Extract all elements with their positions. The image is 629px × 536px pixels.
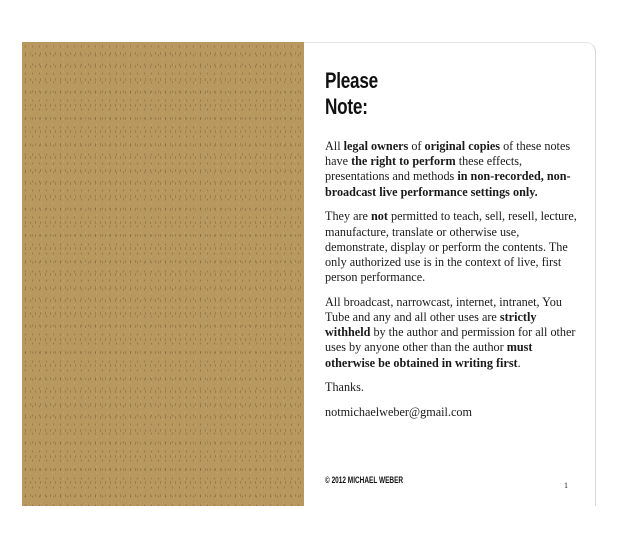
- broadcast-paragraph: [325, 295, 577, 371]
- restrictions-paragraph: [325, 209, 577, 285]
- rights-paragraph: [325, 139, 577, 200]
- text-run: by the author and permission for all other uses by anyone other than the author: [325, 325, 576, 355]
- text-run: All broadcast, narrowcast, internet, intranet, You Tube and any and all other uses are: [325, 294, 562, 325]
- bold-run: original copies: [424, 139, 501, 153]
- text-run: .: [517, 355, 521, 370]
- text-run: permitted to teach, sell, resell, lecture, manufacture, translate or otherwise use, demonstrate, display or perform the contents. The only authorized use is in the context of live, first person performance.: [325, 209, 577, 285]
- bold-run: strictly withheld: [325, 310, 537, 340]
- page-number: 1: [564, 481, 568, 490]
- text-run: of: [408, 139, 425, 153]
- contact-email: notmichaelweber@gmail.com: [325, 405, 472, 420]
- bold-run: not: [371, 209, 388, 224]
- notes-page: [304, 42, 596, 506]
- heading-line-2: Note:: [325, 94, 368, 119]
- text-run: All: [325, 139, 344, 153]
- heading-line-1: Please: [325, 68, 378, 93]
- copyright-notice: © 2012 MICHAEL WEBER: [325, 475, 404, 485]
- thanks-line: Thanks.: [325, 380, 364, 395]
- kraft-paper-cover: [22, 42, 304, 506]
- text-run: of these notes have: [325, 139, 571, 169]
- bold-run: in non-recorded, non-broadcast live performance settings only.: [325, 169, 571, 199]
- bold-run: must otherwise be obtained in writing first: [325, 340, 533, 370]
- text-run: They are: [325, 209, 372, 224]
- page-heading: [325, 68, 378, 120]
- bold-run: legal owners: [343, 139, 409, 153]
- bold-run: the right to perform: [351, 154, 456, 169]
- notice-body: [325, 139, 577, 430]
- text-run: these effects, presentations and methods: [325, 154, 523, 184]
